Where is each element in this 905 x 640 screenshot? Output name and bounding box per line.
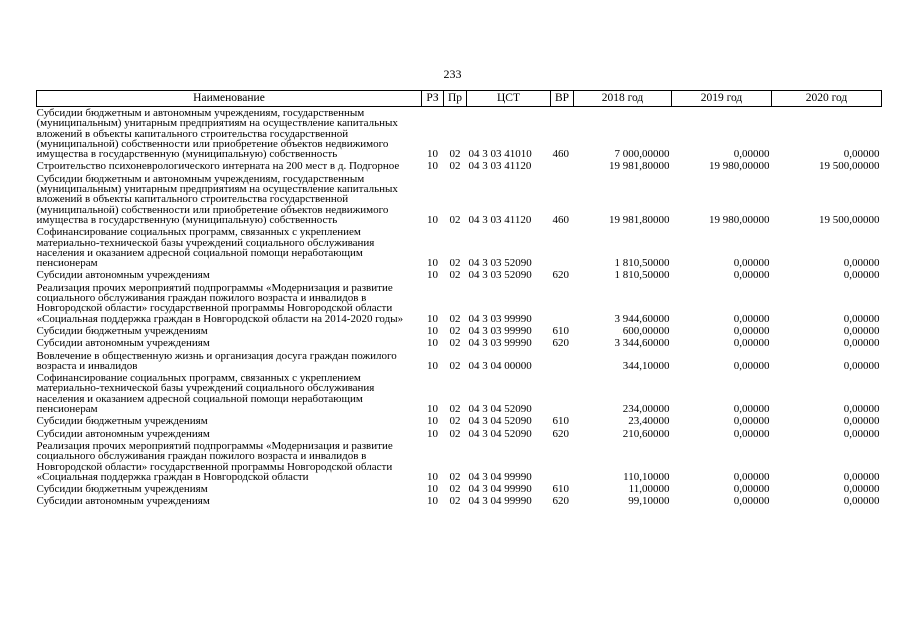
header-pr: Пр — [444, 91, 467, 107]
row-2019: 0,00000 — [733, 359, 770, 372]
row-vr — [551, 440, 574, 483]
row-vr: 460 — [552, 148, 569, 161]
row-vr: 620 — [552, 427, 569, 440]
table-row — [37, 337, 882, 349]
row-pr: 02 — [449, 495, 461, 508]
row-pr: 02 — [449, 269, 461, 282]
row-2019: 0,00000 — [733, 257, 770, 270]
row-vr: 610 — [552, 324, 569, 337]
row-2020: 0,00000 — [843, 359, 880, 372]
row-2020: 0,00000 — [843, 427, 880, 440]
row-cst: 04 3 04 00000 — [468, 359, 532, 372]
row-rz: 10 — [427, 160, 438, 173]
row-pr: 02 — [449, 257, 461, 270]
row-vr: 620 — [552, 337, 569, 350]
row-name: Субсидии автономным учреждениям — [36, 495, 210, 508]
row-rz: 10 — [427, 257, 438, 270]
row-name: Субсидии бюджетным и автономным учреждениям, государственным (муниципальным) унитарным предприятиям на осуществление капитальных вложений в объекты капитального строительства государственной (муниципальной) собственности или приобретение объектов недвижимого имущества в государственную (муниципальную) собственность — [36, 172, 398, 226]
row-name: Субсидии автономным учреждениям — [36, 269, 210, 282]
header-2020: 2020 год — [772, 91, 882, 107]
row-name: Строительство психоневрологического интерната на 200 мест в д. Подгорное — [36, 160, 400, 173]
table-row — [37, 107, 882, 161]
table-row — [37, 428, 882, 440]
row-2019: 19 980,00000 — [709, 160, 770, 173]
row-rz: 10 — [427, 403, 438, 416]
row-2020: 0,00000 — [843, 337, 880, 350]
row-cst: 04 3 03 99990 — [468, 312, 532, 325]
row-vr — [551, 282, 574, 325]
row-vr — [551, 160, 574, 172]
row-cst: 04 3 04 99990 — [468, 495, 532, 508]
row-name: Субсидии бюджетным и автономным учреждениям, государственным (муниципальным) унитарным предприятиям на осуществление капитальных вложений в объекты капитального строительства государственной (муниципальной) собственности или приобретение объектов недвижимого имущества в государственную (муниципальную) собственность — [36, 107, 398, 161]
row-vr: 460 — [552, 213, 569, 226]
row-cst: 04 3 04 99990 — [468, 483, 532, 496]
row-name: Субсидии бюджетным учреждениям — [36, 324, 208, 337]
row-rz: 10 — [427, 312, 438, 325]
row-2018: 19 981,80000 — [609, 213, 670, 226]
table-row — [37, 226, 882, 269]
row-pr: 02 — [449, 427, 461, 440]
table-row — [37, 173, 882, 226]
row-2020: 0,00000 — [843, 470, 880, 483]
row-2019: 0,00000 — [733, 483, 770, 496]
table-row — [37, 160, 882, 172]
table-row — [37, 483, 882, 495]
row-rz: 10 — [427, 415, 438, 428]
row-rz: 10 — [427, 269, 438, 282]
row-2018: 344,10000 — [622, 359, 670, 372]
row-2020: 0,00000 — [843, 415, 880, 428]
row-vr — [551, 372, 574, 415]
row-rz: 10 — [427, 213, 438, 226]
row-rz: 10 — [427, 148, 438, 161]
row-pr: 02 — [449, 359, 461, 372]
row-2018: 99,10000 — [628, 495, 670, 508]
row-2019: 0,00000 — [733, 470, 770, 483]
header-rz: РЗ — [422, 91, 444, 107]
row-2018: 3 344,60000 — [614, 337, 670, 350]
row-rz: 10 — [427, 483, 438, 496]
row-2018: 23,40000 — [628, 415, 670, 428]
row-vr: 620 — [552, 269, 569, 282]
row-2018: 210,60000 — [622, 427, 670, 440]
row-2019: 0,00000 — [733, 415, 770, 428]
row-2020: 0,00000 — [843, 324, 880, 337]
row-vr: 610 — [552, 483, 569, 496]
row-2020: 19 500,00000 — [819, 213, 880, 226]
row-pr: 02 — [449, 415, 461, 428]
row-name: Реализация прочих мероприятий подпрограммы «Модернизация и развитие социального обслуживания граждан пожилого возраста и инвалидов в Новгородской области» государственной программы Новгородской области «Социальная поддержка граждан в Новгородской области на 2014-2020 годы» — [36, 281, 404, 325]
row-vr — [551, 350, 574, 373]
row-cst: 04 3 04 99990 — [468, 470, 532, 483]
row-vr — [551, 226, 574, 269]
row-cst: 04 3 03 99990 — [468, 324, 532, 337]
row-2018: 3 944,60000 — [614, 312, 670, 325]
row-2019: 0,00000 — [733, 403, 770, 416]
row-2018: 110,10000 — [623, 470, 670, 483]
row-2019: 0,00000 — [733, 337, 770, 350]
row-cst: 04 3 03 52090 — [468, 269, 532, 282]
row-2020: 0,00000 — [843, 312, 880, 325]
row-2019: 0,00000 — [733, 495, 770, 508]
row-2018: 19 981,80000 — [609, 160, 670, 173]
row-pr: 02 — [449, 213, 461, 226]
header-2018: 2018 год — [574, 91, 672, 107]
row-2020: 0,00000 — [843, 257, 880, 270]
row-pr: 02 — [449, 470, 461, 483]
table-row — [37, 350, 882, 373]
row-2019: 0,00000 — [733, 269, 770, 282]
row-2020: 0,00000 — [843, 403, 880, 416]
row-name: Вовлечение в общественную жизнь и организация досуга граждан пожилого возраста и инвалидов — [36, 349, 397, 372]
table-body — [37, 107, 882, 508]
row-2018: 234,00000 — [622, 403, 670, 416]
row-name: Субсидии бюджетным учреждениям — [36, 415, 208, 428]
row-name: Софинансирование социальных программ, связанных с укреплением материально-технической базы учреждений социального обслуживания населения и оказанием адресной социальной помощи неработающим пенсионерам — [36, 226, 375, 270]
row-rz: 10 — [427, 337, 438, 350]
row-rz: 10 — [427, 495, 438, 508]
row-rz: 10 — [427, 359, 438, 372]
table-header — [37, 91, 882, 107]
row-pr: 02 — [449, 148, 461, 161]
row-cst: 04 3 03 99990 — [468, 337, 532, 350]
row-2020: 0,00000 — [843, 495, 880, 508]
row-2019: 19 980,00000 — [709, 213, 770, 226]
row-rz: 10 — [427, 427, 438, 440]
row-2020: 0,00000 — [843, 148, 880, 161]
row-2018: 1 810,50000 — [614, 257, 670, 270]
row-name: Субсидии автономным учреждениям — [36, 427, 210, 440]
row-2020: 19 500,00000 — [819, 160, 880, 173]
row-vr: 610 — [552, 415, 569, 428]
row-pr: 02 — [449, 324, 461, 337]
row-2018: 600,00000 — [622, 324, 670, 337]
row-cst: 04 3 04 52090 — [468, 415, 532, 428]
header-cst: ЦСТ — [467, 91, 551, 107]
row-name: Субсидии автономным учреждениям — [36, 337, 210, 350]
row-2019: 0,00000 — [733, 312, 770, 325]
table-row — [37, 372, 882, 415]
row-2019: 0,00000 — [733, 148, 770, 161]
row-cst: 04 3 04 52090 — [468, 403, 532, 416]
row-name: Субсидии бюджетным учреждениям — [36, 483, 208, 496]
row-2018: 1 810,50000 — [614, 269, 670, 282]
row-2019: 0,00000 — [733, 324, 770, 337]
row-name: Софинансирование социальных программ, связанных с укреплением материально-технической базы учреждений социального обслуживания населения и оказанием адресной социальной помощи неработающим пенсионерам — [36, 372, 375, 416]
header-name: Наименование — [37, 91, 422, 107]
row-2020: 0,00000 — [843, 269, 880, 282]
row-pr: 02 — [449, 403, 461, 416]
table-row — [37, 440, 882, 483]
row-cst: 04 3 03 41120 — [468, 160, 532, 173]
row-pr: 02 — [449, 337, 461, 350]
row-pr: 02 — [449, 312, 461, 325]
row-vr: 620 — [552, 495, 569, 508]
row-2020: 0,00000 — [843, 483, 880, 496]
header-vr: ВР — [551, 91, 574, 107]
row-2018: 7 000,00000 — [614, 148, 670, 161]
row-cst: 04 3 03 41010 — [468, 148, 532, 161]
table-row — [37, 495, 882, 507]
row-cst: 04 3 03 41120 — [468, 213, 532, 226]
row-cst: 04 3 04 52090 — [468, 427, 532, 440]
row-2019: 0,00000 — [733, 427, 770, 440]
row-name: Реализация прочих мероприятий подпрограммы «Модернизация и развитие социального обслуживания граждан пожилого возраста и инвалидов в Новгородской области» государственной программы Новгородской области «Социальная поддержка граждан в Новгородской области — [36, 439, 393, 483]
header-2019: 2019 год — [672, 91, 772, 107]
row-cst: 04 3 03 52090 — [468, 257, 532, 270]
page-number: 233 — [443, 67, 462, 81]
row-pr: 02 — [449, 160, 461, 173]
table-row — [37, 415, 882, 427]
table-row — [37, 282, 882, 325]
table-row — [37, 325, 882, 337]
row-pr: 02 — [449, 483, 461, 496]
budget-table — [36, 90, 882, 508]
table-row — [37, 269, 882, 281]
row-rz: 10 — [427, 324, 438, 337]
row-rz: 10 — [427, 470, 438, 483]
row-2018: 11,00000 — [628, 483, 670, 496]
